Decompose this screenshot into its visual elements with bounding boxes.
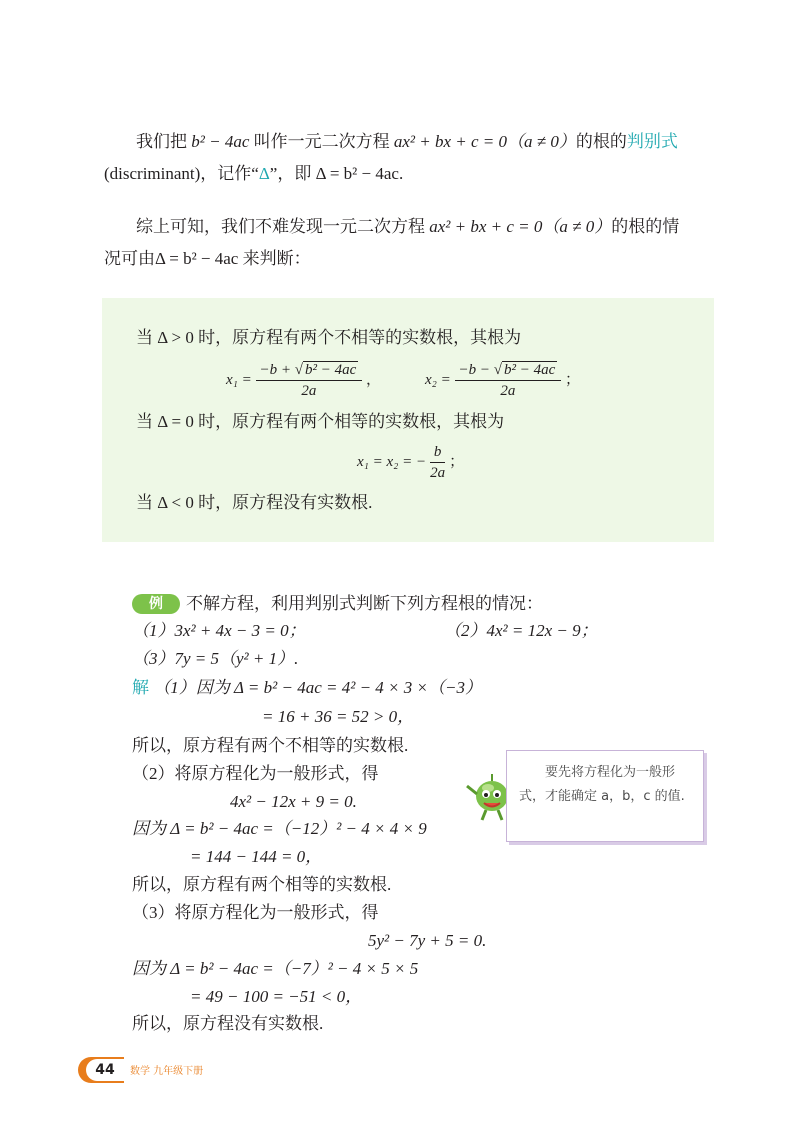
text: 的根的 xyxy=(575,132,627,151)
tip-note xyxy=(506,750,704,842)
case-zero: 当 Δ = 0 时，原方程有两个相等的实数根，其根为 xyxy=(136,412,505,431)
solution-3a: （3）将原方程化为一般形式，得 xyxy=(132,903,379,922)
tip-text: 要先将方程化为一般形式，才能确定 a，b，c 的值. xyxy=(519,765,685,804)
solution-3d: = 49 − 100 = −51 < 0， xyxy=(190,987,363,1006)
x1-label: x₁ = xyxy=(226,371,252,388)
delta-symbol: Δ xyxy=(258,164,270,183)
semicolon: ； xyxy=(565,371,581,388)
text: 叫作一元二次方程 xyxy=(253,132,390,151)
solution-2b: 4x² − 12x + 9 = 0. xyxy=(230,792,357,811)
x2-fraction: $\frac{\text{−b − √ b² − 4ac}}{2a}$ xyxy=(455,360,562,401)
question-3: （3）7y = 5（y² + 1）. xyxy=(132,649,299,668)
text: (discriminant)，记作“ xyxy=(104,164,259,183)
question-2: （2）4x² = 12x − 9； xyxy=(444,621,598,640)
para-summary-line2 xyxy=(104,248,311,270)
text: 我们把 xyxy=(136,132,187,151)
x2-radicand: b² − 4ac xyxy=(503,362,556,378)
solution-2d: = 144 − 144 = 0， xyxy=(190,847,323,866)
equal-root-fraction xyxy=(430,442,446,483)
para-definition-line2 xyxy=(104,163,403,185)
solution-1a xyxy=(132,677,482,699)
para-definition-line1 xyxy=(136,131,678,153)
text: （1）因为 Δ = b² − 4ac = 4² − 4 × 3 ×（−3） xyxy=(153,678,482,697)
para-summary-line1 xyxy=(136,216,679,238)
x2-num: −b − xyxy=(458,362,490,378)
example-prompt: 不解方程，利用判别式判断下列方程根的情况： xyxy=(186,594,543,613)
solution-2a: （2）将原方程化为一般形式，得 xyxy=(132,764,379,783)
text: 综上可知，我们不难发现一元二次方程 xyxy=(136,217,425,236)
solution-2c: 因为 Δ = b² − 4ac =（−12）² − 4 × 4 × 9 xyxy=(132,819,427,838)
root-x2 xyxy=(425,360,580,401)
x1-radicand: b² − 4ac xyxy=(304,362,357,378)
text: 的根的情 xyxy=(611,217,680,236)
term-discriminant: 判别式 xyxy=(626,132,678,151)
case-positive: 当 Δ > 0 时，原方程有两个不相等的实数根，其根为 xyxy=(136,328,522,347)
question-1: （1）3x² + 4x − 3 = 0； xyxy=(132,621,306,640)
equal-root-num: b xyxy=(430,442,446,463)
comma: ， xyxy=(366,371,382,388)
equal-root-den: 2a xyxy=(430,465,446,481)
x1-num: −b + xyxy=(259,362,291,378)
page-number-badge xyxy=(78,1057,124,1083)
example-badge: 例 xyxy=(132,594,180,614)
solution-3b: 5y² − 7y + 5 = 0. xyxy=(368,931,487,950)
solution-label: 解 xyxy=(132,678,149,697)
solution-1c: 所以，原方程有两个不相等的实数根. xyxy=(132,736,409,755)
solution-3e: 所以，原方程没有实数根. xyxy=(132,1014,324,1033)
text: ”，即 Δ = b² − 4ac. xyxy=(269,164,404,183)
root-x1 xyxy=(226,360,381,401)
semicolon: ； xyxy=(449,453,465,470)
text: 况可由Δ = b² − 4ac 来判断： xyxy=(104,249,311,268)
solution-1b: = 16 + 36 = 52 > 0， xyxy=(262,707,415,726)
discriminant-expr: b² − 4ac xyxy=(191,132,250,151)
x2-label: x₂ = xyxy=(425,371,451,388)
quadratic-eq: ax² + bx + c = 0（a ≠ 0） xyxy=(393,132,576,151)
book-title: 数学 九年级下册 xyxy=(130,1066,204,1077)
page-number: 44 xyxy=(86,1059,124,1081)
solution-3c: 因为 Δ = b² − 4ac =（−7）² − 4 × 5 × 5 xyxy=(132,959,419,978)
solution-2e: 所以，原方程有两个相等的实数根. xyxy=(132,875,392,894)
x1-den: 2a xyxy=(301,383,317,399)
root-equal xyxy=(357,442,464,483)
quadratic-eq: ax² + bx + c = 0（a ≠ 0） xyxy=(429,217,612,236)
equal-root-label: x₁ = x₂ = − xyxy=(357,453,427,470)
x2-den: 2a xyxy=(500,383,516,399)
case-negative: 当 Δ < 0 时，原方程没有实数根. xyxy=(136,493,373,512)
x1-fraction: $\frac{\text{−b + √ b² − 4ac}}{2a}$ xyxy=(256,360,363,401)
